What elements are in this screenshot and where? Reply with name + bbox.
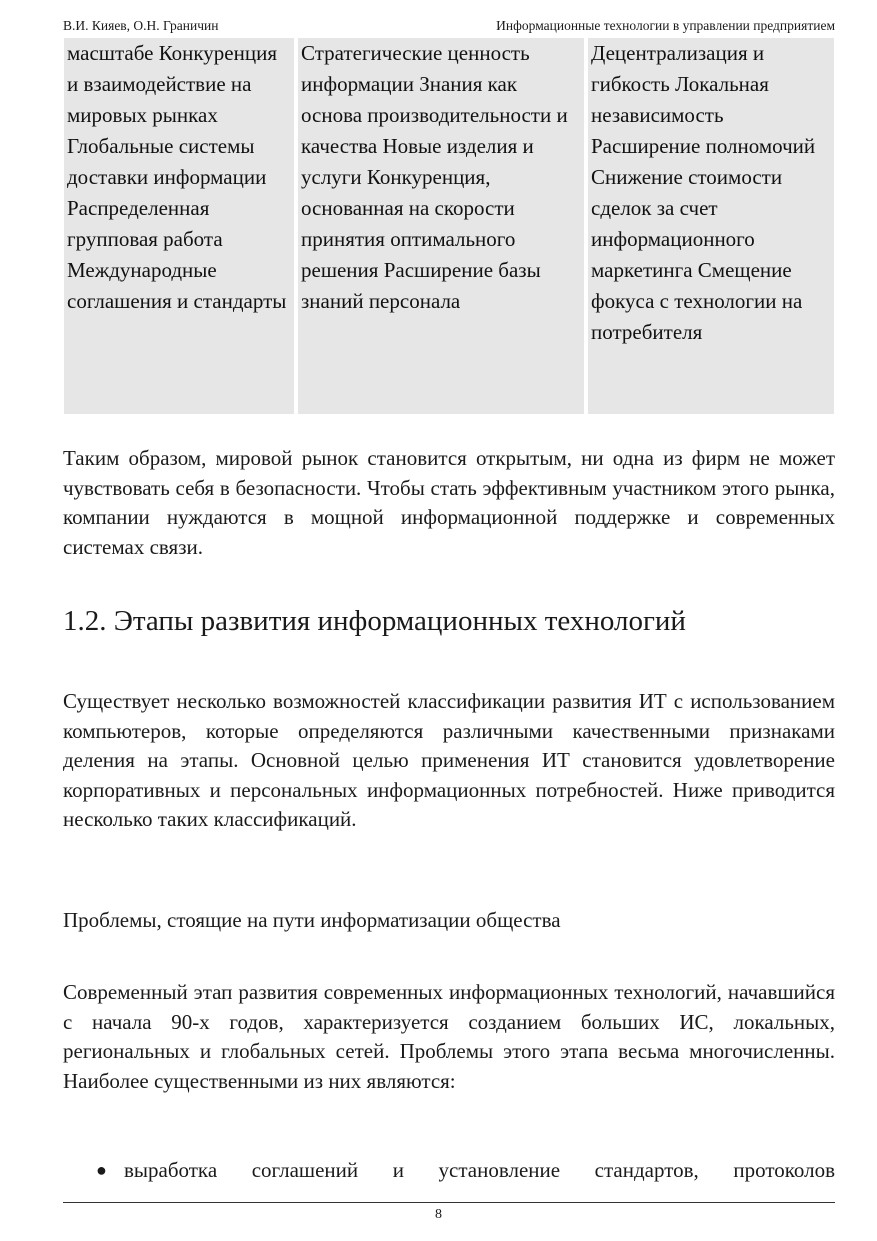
subheading-problems: Проблемы, стоящие на пути информатизации общества — [63, 908, 561, 932]
table-cell-col2: Стратегические ценность информации Знания как основа производительности и качества Новые изделия и услуги Конкуренция, основанная на скорости принятия оптимального решения Расширение базы знаний персонала — [298, 38, 584, 414]
list-item-text: выработка соглашений и установление стандартов, протоколов — [124, 1158, 835, 1182]
header-authors: В.И. Кияев, О.Н. Граничин — [63, 18, 219, 33]
bullet-icon: ● — [96, 1160, 107, 1180]
list-item — [96, 1156, 835, 1186]
header-title: Информационные технологии в управлении предприятием — [496, 18, 835, 33]
table-cell-col1: масштабе Конкуренция и взаимодействие на мировых рынках Глобальные системы доставки информации Распределенная групповая работа Международные соглашения и стандарты — [64, 38, 294, 414]
paragraph-modern-stage: Современный этап развития современных информационных технологий, начавшийся с начала 90-х годов, характеризуется созданием больших ИС, локальных, региональных и глобальных сетей. Проблемы этого этапа весьма многочисленны. Наиболее существенными из них являются: — [63, 980, 835, 1093]
section-heading: 1.2. Этапы развития информационных технологий — [63, 605, 686, 637]
paragraph-market: Таким образом, мировой рынок становится открытым, ни одна из фирм не может чувствовать себя в безопасности. Чтобы стать эффективным участником этого рынка, компании нуждаются в мощной информационной поддержке и современных системах связи. — [63, 446, 835, 559]
table-cell-col3: Децентрализация и гибкость Локальная независимость Расширение полномочий Снижение стоимости сделок за счет информационного маркетинга Смещение фокуса с технологии на потребителя — [588, 38, 834, 414]
footer-divider — [63, 1202, 835, 1203]
paragraph-classification: Существует несколько возможностей классификации развития ИТ с использованием компьютеров, которые определяются различными качественными признаками деления на этапы. Основной целью применения ИТ становится удовлетворение корпоративных и персональных информационных потребностей. Ниже приводится несколько таких классификаций. — [63, 689, 835, 831]
page-number: 8 — [435, 1207, 442, 1222]
comparison-table — [64, 38, 834, 414]
page-header — [63, 16, 835, 36]
